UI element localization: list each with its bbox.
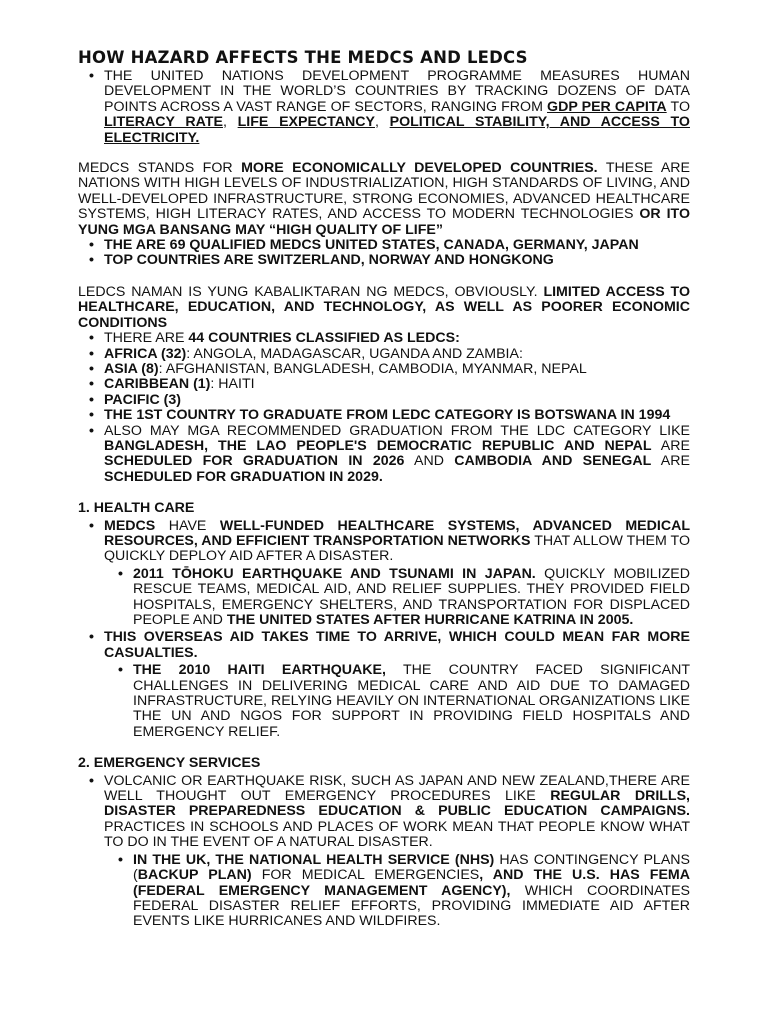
list-item: • AFRICA (32): ANGOLA, MADAGASCAR, UGANDA AND ZAMBIA: — [104, 347, 690, 362]
intro-item: • THE UNITED NATIONS DEVELOPMENT PROGRAMME MEASURES HUMAN DEVELOPMENT IN THE WORLD’S COUNTRIES BY TRACKING DOZENS OF DATA POINTS ACROSS A VAST RANGE OF SECTORS, RANGING FROM GDP PER CAPITA TO LITERACY RATE, LIFE EXPECTANCY, POLITICAL STABILITY, AND ACCESS TO ELECTRICITY. — [104, 69, 690, 146]
list-item: • THIS OVERSEAS AID TAKES TIME TO ARRIVE, WHICH COULD MEAN FAR MORE CASUALTIES. • THE 2010 HAITI EARTHQUAKE, THE COUNTRY FACED SIGNIFICANT CHALLENGES IN DELIVERING MEDICAL CARE AND AID DUE TO DAMAGED INFRASTRUCTURE, RELYING HEAVILY ON INTERNATIONAL ORGANIZATIONS LIKE THE UN AND NGOS FOR SUPPORT IN PROVIDING FIELD HOSPITALS AND EMERGENCY RELIEF. — [104, 630, 690, 740]
list-item: • THE 2010 HAITI EARTHQUAKE, THE COUNTRY FACED SIGNIFICANT CHALLENGES IN DELIVERING MEDICAL CARE AND AID DUE TO DAMAGED INFRASTRUCTURE, RELYING HEAVILY ON INTERNATIONAL ORGANIZATIONS LIKE THE UN AND NGOS FOR SUPPORT IN PROVIDING FIELD HOSPITALS AND EMERGENCY RELIEF. — [133, 663, 690, 740]
emergency-sublist — [104, 853, 690, 930]
section-heading-emergency: 2. EMERGENCY SERVICES — [78, 755, 261, 772]
ledcs-paragraph: LEDCS NAMAN IS YUNG KABALIKTARAN NG MEDCS, OBVIOUSLY. LIMITED ACCESS TO HEALTHCARE, EDUCATION, AND TECHNOLOGY, AS WELL AS POORER ECONOMIC CONDITIONS — [78, 283, 690, 331]
list-item: • ASIA (8): AFGHANISTAN, BANGLADESH, CAMBODIA, MYANMAR, NEPAL — [104, 362, 690, 377]
health-sublist — [104, 663, 690, 740]
list-item: • ALSO MAY MGA RECOMMENDED GRADUATION FROM THE LDC CATEGORY LIKE BANGLADESH, THE LAO PEOPLE'S DEMOCRATIC REPUBLIC AND NEPAL ARE SCHEDULED FOR GRADUATION IN 2026 AND CAMBODIA AND SENEGAL ARE SCHEDULED FOR GRADUATION IN 2029. — [104, 424, 690, 486]
list-item: • 2011 TŌHOKU EARTHQUAKE AND TSUNAMI IN JAPAN. QUICKLY MOBILIZED RESCUE TEAMS, MEDICAL AID, AND RELIEF SUPPLIES. THEY PROVIDED FIELD HOSPITALS, EMERGENCY SHELTERS, AND TRANSPORTATION FOR DISPLACED PEOPLE AND THE UNITED STATES AFTER HURRICANE KATRINA IN 2005. — [133, 567, 690, 629]
list-item: • IN THE UK, THE NATIONAL HEALTH SERVICE (NHS) HAS CONTINGENCY PLANS (BACKUP PLAN) FOR MEDICAL EMERGENCIES, AND THE U.S. HAS FEMA (FEDERAL EMERGENCY MANAGEMENT AGENCY), WHICH COORDINATES FEDERAL DISASTER RELIEF EFFORTS, PROVIDING IMMEDIATE AID AFTER EVENTS LIKE HURRICANES AND WILDFIRES. — [133, 853, 690, 930]
health-sublist — [104, 567, 690, 629]
list-item: • CARIBBEAN (1): HAITI — [104, 377, 690, 392]
health-list — [78, 519, 690, 741]
ledcs-list — [78, 331, 690, 485]
list-item: • THE 1ST COUNTRY TO GRADUATE FROM LEDC CATEGORY IS BOTSWANA IN 1994 — [104, 408, 690, 423]
medcs-paragraph: MEDCS STANDS FOR MORE ECONOMICALLY DEVELOPED COUNTRIES. THESE ARE NATIONS WITH HIGH LEVELS OF INDUSTRIALIZATION, HIGH STANDARDS OF LIVING, AND WELL-DEVELOPED INFRASTRUCTURE, STRONG ECONOMIES, ADVANCED HEALTHCARE SYSTEMS, HIGH LITERACY RATES, AND ACCESS TO MODERN TECHNOLOGIES OR ITO YUNG MGA BANSANG MAY “HIGH QUALITY OF LIFE” — [78, 160, 690, 238]
medcs-list — [78, 238, 690, 269]
list-item: • THE ARE 69 QUALIFIED MEDCS UNITED STATES, CANADA, GERMANY, JAPAN — [104, 238, 690, 253]
emergency-list — [78, 774, 690, 930]
list-item: • VOLCANIC OR EARTHQUAKE RISK, SUCH AS JAPAN AND NEW ZEALAND,THERE ARE WELL THOUGHT OUT EMERGENCY PROCEDURES LIKE REGULAR DRILLS, DISASTER PREPAREDNESS EDUCATION & PUBLIC EDUCATION CAMPAIGNS. PRACTICES IN SCHOOLS AND PLACES OF WORK MEAN THAT PEOPLE KNOW WHAT TO DO IN THE EVENT OF A NATURAL DISASTER. • IN THE UK, THE NATIONAL HEALTH SERVICE (NHS) HAS CONTINGENCY PLANS (BACKUP PLAN) FOR MEDICAL EMERGENCIES, AND THE U.S. HAS FEMA (FEDERAL EMERGENCY MANAGEMENT AGENCY), WHICH COORDINATES FEDERAL DISASTER RELIEF EFFORTS, PROVIDING IMMEDIATE AID AFTER EVENTS LIKE HURRICANES AND WILDFIRES. — [104, 774, 690, 930]
list-item: • PACIFIC (3) — [104, 393, 690, 408]
page-title: HOW HAZARD AFFECTS THE MEDCS AND LEDCS — [78, 48, 528, 67]
list-item: • TOP COUNTRIES ARE SWITZERLAND, NORWAY AND HONGKONG — [104, 253, 690, 268]
list-item: • MEDCS HAVE WELL-FUNDED HEALTHCARE SYSTEMS, ADVANCED MEDICAL RESOURCES, AND EFFICIENT TRANSPORTATION NETWORKS THAT ALLOW THEM TO QUICKLY DEPLOY AID AFTER A DISASTER. • 2011 TŌHOKU EARTHQUAKE AND TSUNAMI IN JAPAN. QUICKLY MOBILIZED RESCUE TEAMS, MEDICAL AID, AND RELIEF SUPPLIES. THEY PROVIDED FIELD HOSPITALS, EMERGENCY SHELTERS, AND TRANSPORTATION FOR DISPLACED PEOPLE AND THE UNITED STATES AFTER HURRICANE KATRINA IN 2005. — [104, 519, 690, 629]
section-heading-health: 1. HEALTH CARE — [78, 500, 195, 517]
list-item: • THERE ARE 44 COUNTRIES CLASSIFIED AS LEDCS: — [104, 331, 690, 346]
intro-list — [78, 69, 690, 146]
